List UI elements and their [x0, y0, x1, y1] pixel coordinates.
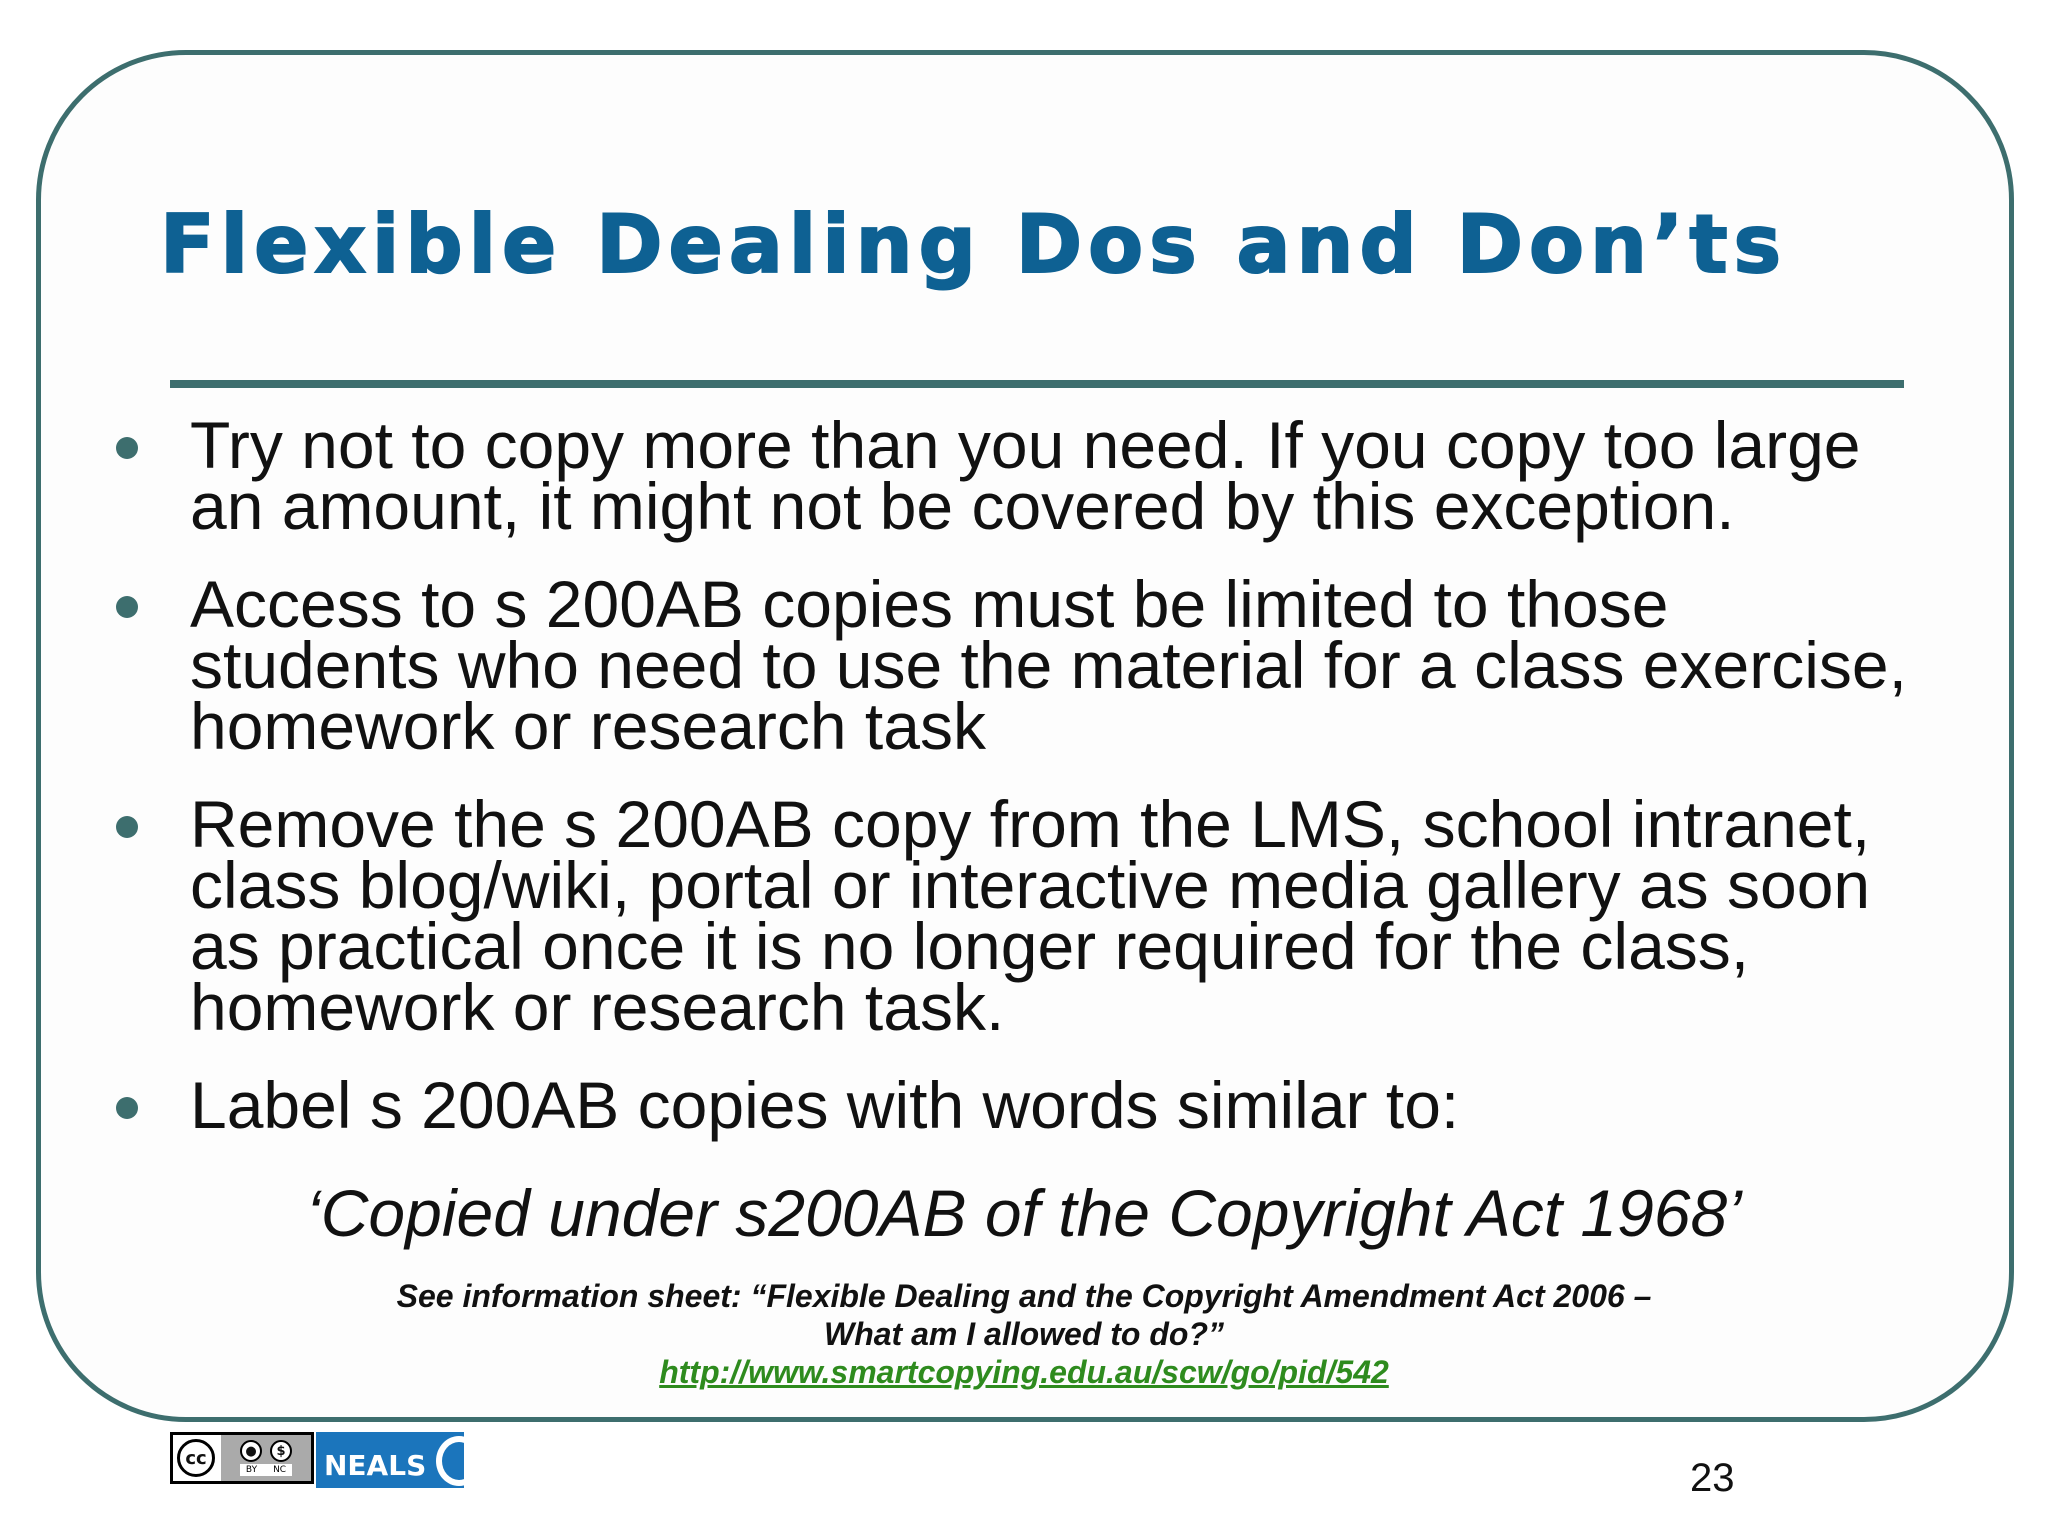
- bullet-text-line: class blog/wiki, portal or interactive media gallery as soon: [190, 848, 1871, 922]
- creative-commons-badge: [170, 1432, 314, 1484]
- info-sheet-link[interactable]: http://www.smartcopying.edu.au/scw/go/pid/542: [659, 1354, 1389, 1390]
- bullet-text-line: an amount, it might not be covered by this exception.: [190, 469, 1735, 543]
- by-label: BY: [245, 1465, 258, 1475]
- bullet-icon: [116, 596, 138, 618]
- by-attribution-icon: ●: [240, 1440, 262, 1462]
- nc-label: NC: [273, 1465, 287, 1475]
- bullet-list: [110, 408, 2000, 1173]
- nc-noncommercial-icon: $: [270, 1440, 292, 1462]
- bullet-text-line: students who need to use the material for a class exercise,: [190, 628, 1907, 702]
- title-divider: [170, 380, 1904, 388]
- bullet-text-line: Try not to copy more than you need. If you copy too large: [190, 408, 1861, 482]
- bullet-icon: [116, 1097, 138, 1119]
- bullet-text-line: homework or research task: [190, 689, 986, 763]
- bullet-text-line: homework or research task.: [190, 970, 1005, 1044]
- slide-title: Flexible Dealing Dos and Don’ts: [160, 198, 1788, 291]
- bullet-item: [110, 408, 2000, 543]
- label-quote: ‘Copied under s200AB of the Copyright Act 1968’: [306, 1176, 1742, 1250]
- bullet-icon: [116, 437, 138, 459]
- neals-logo: [316, 1432, 464, 1488]
- bullet-item: [110, 567, 2000, 763]
- cc-license-terms: [221, 1435, 311, 1481]
- cc-icon: cc: [177, 1439, 215, 1477]
- bullet-item: [110, 787, 2000, 1044]
- neals-logo-text: NEALS: [324, 1449, 427, 1482]
- bullet-icon: [116, 816, 138, 838]
- page-number: 23: [1690, 1456, 1735, 1500]
- bullet-item: [110, 1068, 2000, 1142]
- info-sheet-line: See information sheet: “Flexible Dealing and the Copyright Amendment Act 2006 –: [396, 1278, 1652, 1314]
- neals-arc-icon: [436, 1436, 464, 1486]
- bullet-text-line: Label s 200AB copies with words similar to:: [190, 1068, 1460, 1142]
- bullet-text-line: Remove the s 200AB copy from the LMS, school intranet,: [190, 787, 1871, 861]
- info-sheet-line: What am I allowed to do?”: [824, 1316, 1224, 1352]
- info-sheet-reference: [0, 1277, 2048, 1391]
- bullet-text-line: Access to s 200AB copies must be limited to those: [190, 567, 1669, 641]
- bullet-text-line: as practical once it is no longer required for the class,: [190, 909, 1750, 983]
